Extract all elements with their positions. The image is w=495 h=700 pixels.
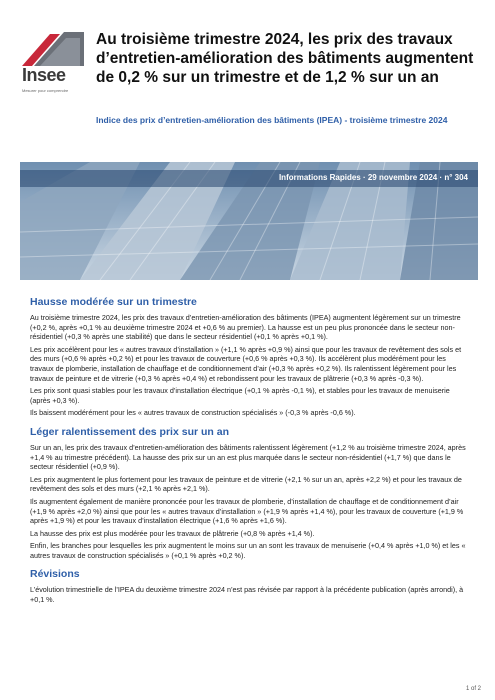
publication-info: Informations Rapides · 29 novembre 2024 · n° 304 — [278, 173, 468, 182]
paragraph: Les prix accélèrent pour les « autres travaux d’installation » (+1,1 % après +0,9 %) ainsi que pour les travaux de revêtement des sols et des murs (+0,6 % après +0,2 %) et pour les travaux de couverture (+0,6 % après +0,3 %). Ils accélèrent plus modérément pour les travaux de plomberie, installation de chauffage et de conditionnement d’air (+0,3 % après +0,2 %). Ils ralentissent légèrement pour les travaux de peinture et de vitrerie (+0,3 % après +0,4 %) et rebondissent pour les travaux de plâtrerie (+0,3 % après -0,3 %). — [30, 344, 462, 383]
page-number: 1 of 2 — [465, 686, 481, 692]
paragraph: Sur un an, les prix des travaux d’entretien-amélioration des bâtiments ralentissent légèrement (+1,2 % au troisième trimestre 2024, après +1,4 % au trimestre précédent). La hausse des prix sur un an est plus marquée dans le secteur non-résidentiel (+1,7 %) que dans le secteur résidentiel (+0,9 %). — [30, 442, 466, 472]
section-revisions — [30, 568, 470, 604]
page-title: Au troisième trimestre 2024, les prix des travaux d’entretien-amélioration des bâtiments augmentent de 0,2 % sur un trimestre et de 1,2 % sur un an — [96, 31, 474, 86]
paragraph: L’évolution trimestrielle de l’IPEA du deuxième trimestre 2024 n’est pas révisée par rapport à la précédente publication (après arrondi), à +0,1 %. — [30, 585, 464, 605]
section-heading: Hausse modérée sur un trimestre — [30, 296, 197, 308]
paragraph: Les prix augmentent le plus fortement pour les travaux de peinture et de vitrerie (+2,1 % sur un an, après +2,2 %) et pour les travaux de revêtement des sols et des murs (+2,1 % après +2,1 %). — [30, 474, 462, 494]
paragraph: Ils augmentent également de manière prononcée pour les travaux de plomberie, d’installation de chauffage et de conditionnement d’air (+1,9 % après +2,0 %) ainsi que pour les « autres travaux d’installation » (+1,9 % après +1,4 %), pour les travaux de couverture (+1,9 % après +1,9 %) et pour les travaux d’installation électrique (+1,6 % après +1,6 %). — [30, 496, 464, 526]
paragraph: Les prix sont quasi stables pour les travaux d’installation électrique (+0,1 % après -0,1 %), et stables pour les travaux de menuiserie (après +0,3 %). — [30, 386, 450, 405]
paragraph: Au troisième trimestre 2024, les prix des travaux d’entretien-amélioration des bâtiments (IPEA) augmentent légèrement sur un trimestre (+0,2 %, après +0,1 % au deuxième trimestre 2024 et +0,6 % au premier). La hausse est un peu plus prononcée dans le secteur non-résidentiel (+0,3 % après une stabilité) que dans le secteur résidentiel (+0,1 % après +0,1 %). — [30, 313, 461, 342]
page-subtitle: Indice des prix d’entretien-amélioration des bâtiments (IPEA) - troisième trimestre 2024 — [96, 115, 448, 125]
header-banner — [20, 162, 478, 280]
section-yearly — [30, 426, 470, 561]
section-quarterly — [30, 296, 470, 418]
logo-tagline: Mesurer pour comprendre — [22, 88, 69, 93]
paragraph: Ils baissent modérément pour les « autres travaux de construction spécialisés » (-0,3 % après -0,6 %). — [30, 408, 356, 418]
section-heading: Léger ralentissement des prix sur un an — [30, 425, 229, 438]
paragraph: La hausse des prix est plus modérée pour les travaux de plâtrerie (+0,8 % après +1,4 %). — [30, 528, 315, 538]
section-heading: Révisions — [30, 568, 80, 581]
logo-mark-icon — [20, 28, 86, 68]
paragraph: Enfin, les branches pour lesquelles les prix augmentent le moins sur un an sont les travaux de menuiserie (+0,4 % après +1,0 %) et les « autres travaux de construction spécialisés » (+0,1 % après +0,2 %). — [30, 541, 466, 560]
main-content — [30, 296, 470, 613]
logo-word: Insee — [22, 65, 66, 85]
